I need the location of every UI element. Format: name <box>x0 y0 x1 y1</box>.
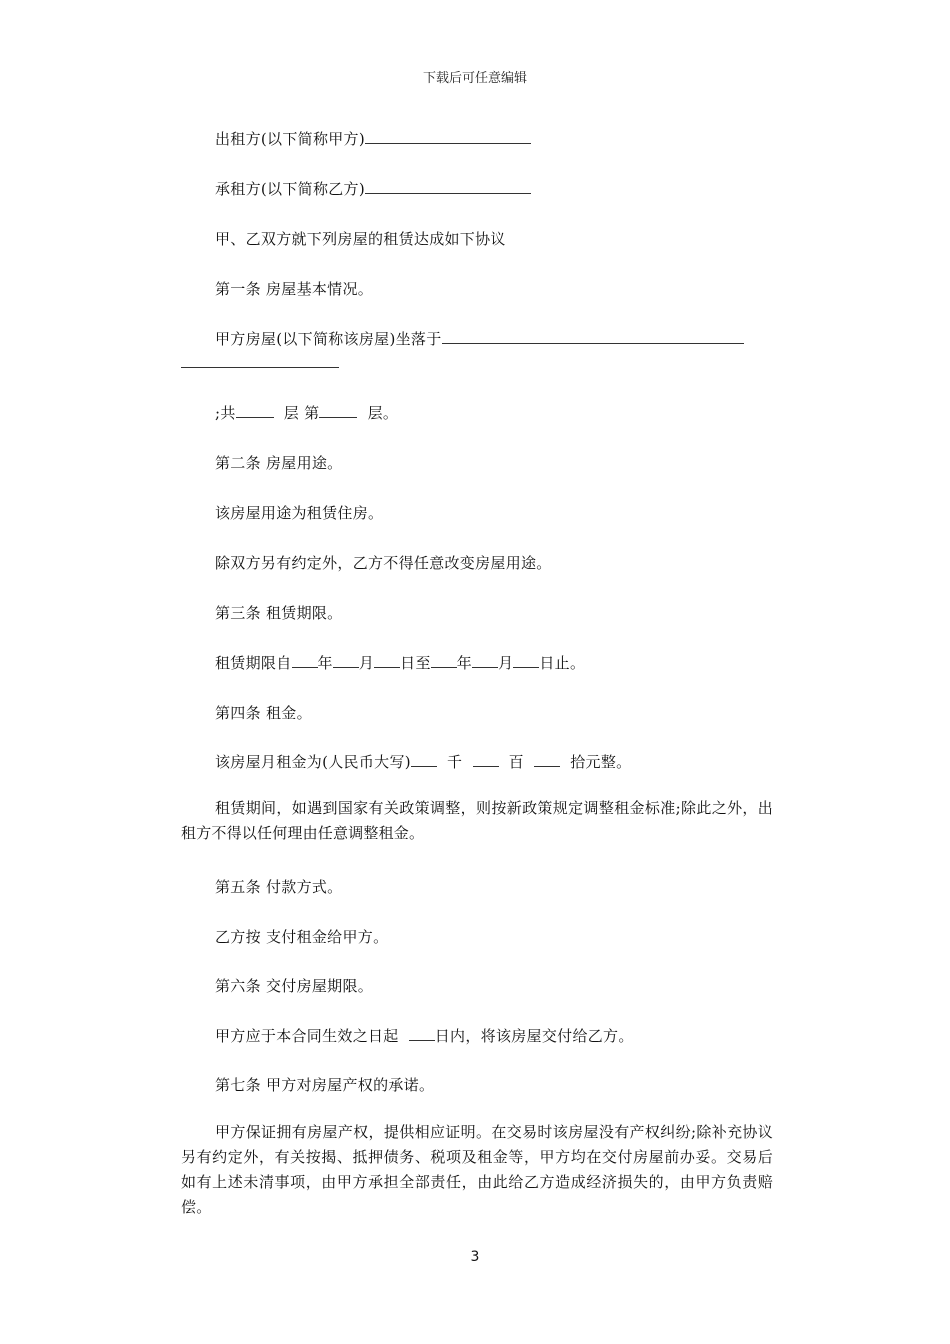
page-header: 下载后可任意编辑 <box>422 71 527 86</box>
article-5-payment: 乙方按 支付租金给甲方。 <box>215 928 389 946</box>
article-4-adjust-paragraph: 租赁期间，如遇到国家有关政策调整，则按新政策规定调整租金标准;除此之外，出租方不得以任何理由任意调整租金。 <box>181 799 773 842</box>
article-6-deliver-line <box>215 1025 634 1046</box>
start-day-label: 日至 <box>400 654 431 672</box>
lessee-label: 承租方(以下简称乙方) <box>215 180 366 198</box>
article-3-term-line <box>215 652 585 673</box>
article-1-floor-line <box>215 402 398 423</box>
deliver-days-blank[interactable] <box>409 1026 435 1041</box>
article-2-title: 第二条 房屋用途。 <box>215 454 343 472</box>
end-day-blank[interactable] <box>513 653 539 668</box>
floor-prefix: ;共 <box>215 404 236 422</box>
end-year-blank[interactable] <box>431 653 457 668</box>
article-1-location-line <box>215 328 744 349</box>
rent-tens-label: 拾元整。 <box>570 753 632 771</box>
location-blank[interactable] <box>442 329 744 344</box>
start-year-blank[interactable] <box>292 653 318 668</box>
location-label: 甲方房屋(以下简称该房屋)坐落于 <box>215 330 442 348</box>
article-4-rent-line <box>215 751 631 772</box>
article-7-title: 第七条 甲方对房屋产权的承诺。 <box>215 1076 435 1094</box>
lessor-line <box>215 128 531 149</box>
article-5-title: 第五条 付款方式。 <box>215 878 343 896</box>
article-6-title: 第六条 交付房屋期限。 <box>215 977 374 995</box>
deliver-suffix: 日内，将该房屋交付给乙方。 <box>434 1027 634 1045</box>
page-number: 3 <box>470 1249 480 1265</box>
article-1-title: 第一条 房屋基本情况。 <box>215 280 374 298</box>
lessor-label: 出租方(以下简称甲方) <box>215 130 366 148</box>
end-day-label: 日止。 <box>539 654 586 672</box>
start-month-blank[interactable] <box>333 653 359 668</box>
location-blank-continued[interactable] <box>181 367 339 368</box>
rent-hundreds-blank[interactable] <box>473 752 499 767</box>
article-7-body-paragraph: 甲方保证拥有房屋产权，提供相应证明。在交易时该房屋没有产权纠纷;除补充协议另有约定外，有关按揭、抵押债务、税项及租金等，甲方均在交付房屋前办妥。交易后如有上述未清事项，由甲方承担全部责任，由此给乙方造成经济损失的，由甲方负责赔偿。 <box>181 1123 773 1216</box>
article-3-title: 第三条 租赁期限。 <box>215 604 343 622</box>
floor-suffix: 层。 <box>367 404 399 422</box>
start-year-label: 年 <box>317 654 333 672</box>
floor-middle: 层 第 <box>283 404 320 422</box>
start-month-label: 月 <box>358 654 375 672</box>
total-floors-blank[interactable] <box>236 403 274 418</box>
deliver-label: 甲方应于本合同生效之日起 <box>215 1027 399 1045</box>
lessor-blank[interactable] <box>365 129 531 144</box>
end-month-label: 月 <box>498 654 514 672</box>
rent-thousands-blank[interactable] <box>411 752 437 767</box>
lessee-line <box>215 178 531 199</box>
article-2-except: 除双方另有约定外，乙方不得任意改变房屋用途。 <box>215 554 552 572</box>
rent-tens-blank[interactable] <box>534 752 560 767</box>
rent-hundreds-label: 百 <box>508 753 524 771</box>
intro-line: 甲、乙双方就下列房屋的租赁达成如下协议 <box>215 230 506 248</box>
rent-label: 该房屋月租金为(人民币大写) <box>215 753 411 771</box>
term-start-label: 租赁期限自 <box>215 654 292 672</box>
rent-thousands-label: 千 <box>447 753 463 771</box>
end-month-blank[interactable] <box>472 653 498 668</box>
lessee-blank[interactable] <box>365 179 531 194</box>
start-day-blank[interactable] <box>374 653 400 668</box>
floor-number-blank[interactable] <box>319 403 357 418</box>
article-4-title: 第四条 租金。 <box>215 704 312 722</box>
article-2-use: 该房屋用途为租赁住房。 <box>215 504 384 522</box>
end-year-label: 年 <box>456 654 473 672</box>
